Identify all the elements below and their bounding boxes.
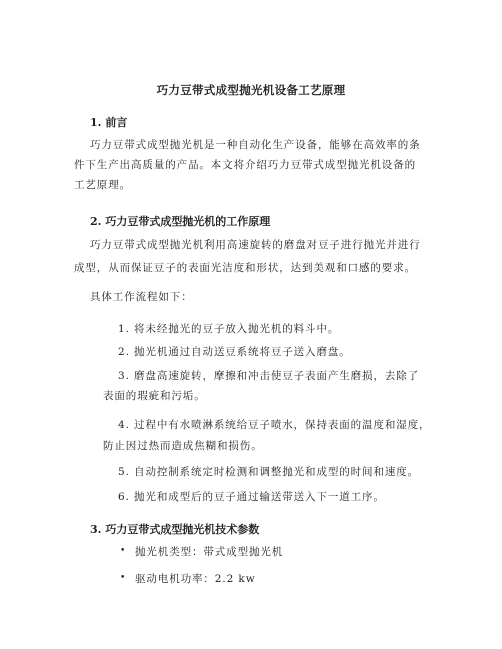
paragraph-line: 成型，从而保证豆子的表面光洁度和形状，达到美观和口感的要求。: [74, 262, 416, 274]
section-2-heading: 2. 巧力豆带式成型抛光机的工作原理: [90, 215, 271, 228]
step-item: 6. 抛光和成型后的豆子通过输送带送入下一道工序。: [118, 491, 385, 503]
step-item: 2. 抛光机通过自动送豆系统将豆子送入磨盘。: [118, 346, 351, 358]
section-1-heading: 1. 前言: [90, 116, 128, 129]
step-item-continuation: 表面的瑕疵和污垢。: [103, 390, 206, 402]
bullet-icon: •: [120, 546, 126, 556]
document-title: 巧力豆带式成型抛光机设备工艺原理: [156, 83, 346, 97]
step-item: 3. 磨盘高速旋转，摩擦和冲击使豆子表面产生磨损，去除了: [118, 370, 420, 382]
bullet-icon: •: [120, 573, 126, 583]
param-item: 驱动电机功率：2.2 kw: [135, 573, 256, 585]
step-item: 4. 过程中有水喷淋系统给豆子喷水，保持表面的温度和湿度，: [118, 419, 431, 431]
step-item-continuation: 防止因过热而造成焦糊和损伤。: [103, 440, 263, 452]
paragraph-line: 巧力豆带式成型抛光机利用高速旋转的磨盘对豆子进行抛光并进行: [90, 239, 421, 251]
section-3-heading: 3. 巧力豆带式成型抛光机技术参数: [90, 523, 260, 536]
paragraph-line: 工艺原理。: [74, 179, 131, 191]
paragraph-line: 件下生产出高质量的产品。本文将介绍巧力豆带式成型抛光机设备的: [74, 159, 416, 171]
step-item: 5. 自动控制系统定时检测和调整抛光和成型的时间和速度。: [118, 466, 420, 478]
flow-intro: 具体工作流程如下：: [90, 291, 193, 303]
paragraph-line: 巧力豆带式成型抛光机是一种自动化生产设备，能够在高效率的条: [90, 139, 421, 151]
param-item: 抛光机类型：带式成型抛光机: [135, 546, 284, 558]
step-item: 1. 将未经抛光的豆子放入抛光机的料斗中。: [118, 323, 340, 335]
